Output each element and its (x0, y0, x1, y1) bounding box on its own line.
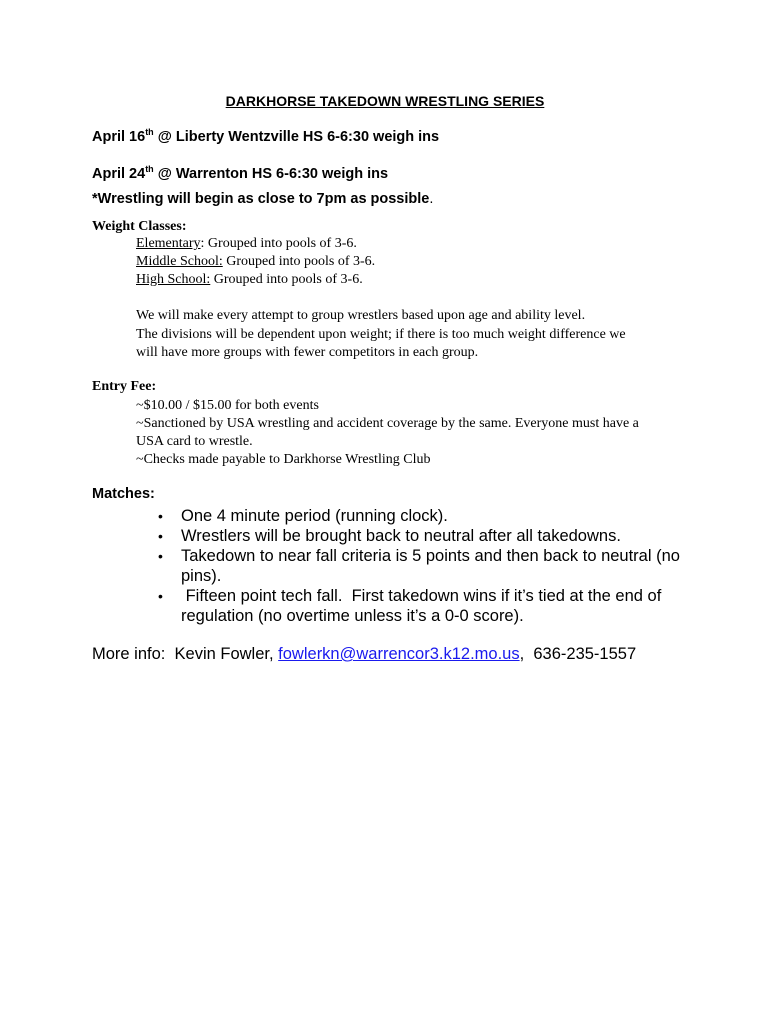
start-time-note-period: . (429, 191, 434, 207)
weight-class-label: Elementary (136, 236, 201, 251)
event-date-suffix: th (145, 164, 154, 174)
matches-rules-list (0, 506, 770, 626)
event-april-24 (92, 164, 388, 182)
weight-class-middle-school (136, 254, 375, 270)
list-item (0, 506, 770, 526)
start-time-note (92, 191, 433, 207)
event-april-16 (92, 127, 439, 145)
list-item-text-continued: regulation (no overtime unless it’s a 0-0 score). (181, 607, 524, 625)
bullet-icon: • (158, 528, 163, 544)
weight-class-label: High School: (136, 272, 211, 287)
list-item-text: Wrestlers will be brought back to neutral after all takedowns. (181, 527, 621, 545)
contact-prefix: More info: Kevin Fowler, (92, 645, 279, 663)
list-item (0, 586, 770, 626)
paragraph-line: will have more groups with fewer competitors in each group. (136, 345, 479, 360)
paragraph-line: The divisions will be dependent upon weight; if there is too much weight difference we (136, 326, 626, 342)
event-date: April 24 (92, 165, 146, 182)
entry-fee-line: ~Sanctioned by USA wrestling and accident coverage by the same. Everyone must have a (136, 416, 639, 431)
weight-class-text: Grouped into pools of 3-6. (210, 272, 363, 287)
bullet-icon: • (158, 548, 163, 564)
entry-fee-details (136, 397, 696, 469)
event-date: April 16 (92, 128, 146, 145)
event-details: @ Liberty Wentzville HS 6-6:30 weigh ins (153, 128, 440, 145)
weight-class-text: Grouped into pools of 3-6. (204, 236, 357, 251)
list-item-text: Fifteen point tech fall. First takedown wins if it’s tied at the end of (181, 587, 662, 605)
start-time-note-text: *Wrestling will begin as close to 7pm as possible (92, 191, 430, 207)
document-title: DARKHORSE TAKEDOWN WRESTLING SERIES (225, 93, 545, 109)
bullet-icon: • (158, 508, 163, 524)
list-item (0, 526, 770, 546)
event-details: @ Warrenton HS 6-6:30 weigh ins (153, 165, 389, 182)
list-item-text: Takedown to near fall criteria is 5 points and then back to neutral (no (181, 547, 680, 565)
entry-fee-line: USA card to wrestle. (136, 434, 253, 449)
paragraph-line: We will make every attempt to group wrestlers based upon age and ability level. (136, 308, 586, 323)
matches-heading: Matches: (92, 486, 155, 502)
contact-phone: , 636-235-1557 (519, 645, 637, 663)
weight-classes-heading: Weight Classes: (92, 219, 187, 234)
grouping-paragraph (136, 307, 696, 363)
weight-class-text: Grouped into pools of 3-6. (222, 254, 376, 269)
contact-email-link[interactable]: fowlerkn@warrencor3.k12.mo.us (278, 645, 520, 663)
list-item (0, 546, 770, 586)
entry-fee-heading: Entry Fee: (92, 379, 157, 394)
bullet-icon: • (158, 588, 163, 604)
list-item-text-continued: pins). (181, 567, 222, 585)
weight-class-sep: : (200, 236, 205, 251)
list-item-text: One 4 minute period (running clock). (181, 507, 448, 525)
entry-fee-line: ~$10.00 / $15.00 for both events (136, 398, 319, 413)
weight-class-high-school (136, 272, 363, 288)
contact-info (92, 645, 636, 664)
event-date-suffix: th (145, 127, 154, 137)
entry-fee-line: ~Checks made payable to Darkhorse Wrestling Club (136, 452, 431, 467)
weight-class-label: Middle School: (136, 254, 223, 269)
weight-class-elementary (136, 236, 357, 252)
